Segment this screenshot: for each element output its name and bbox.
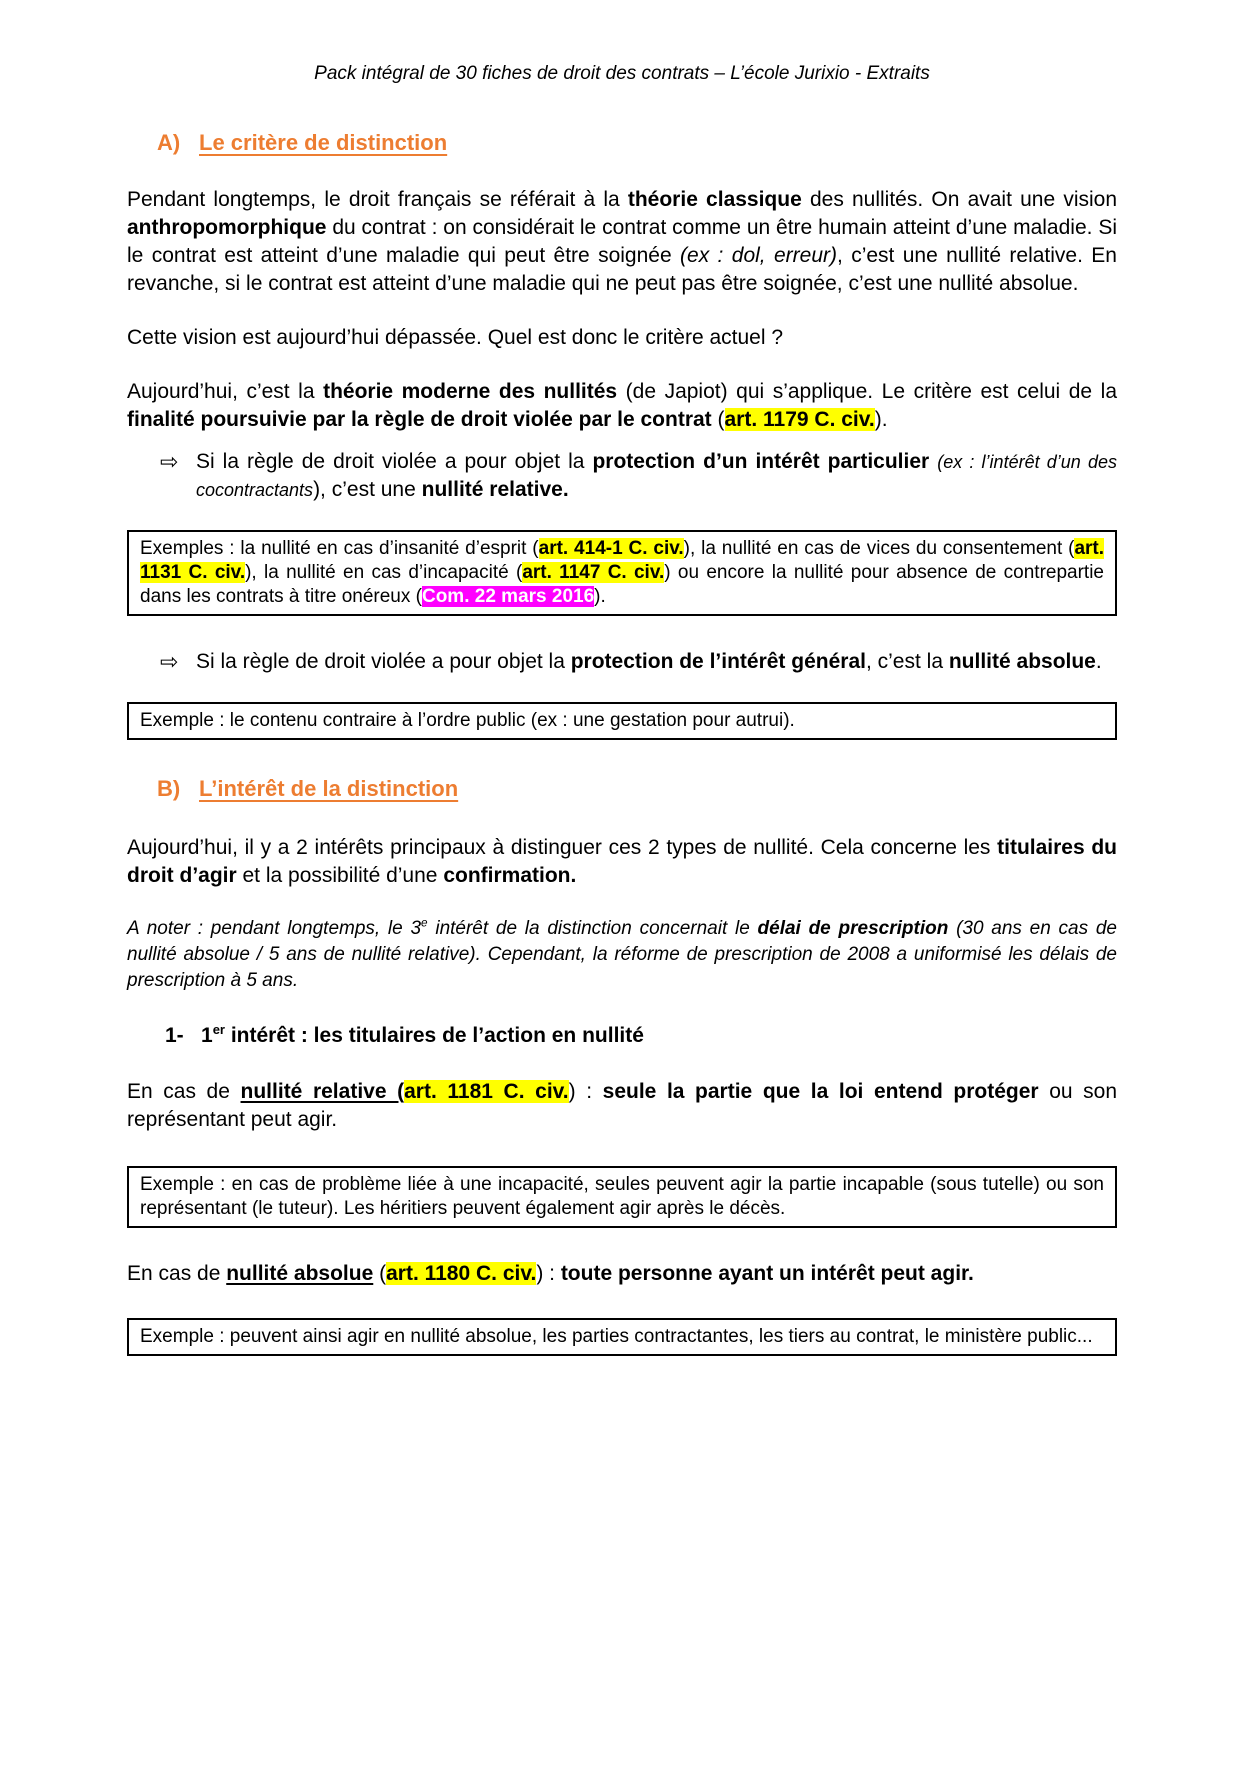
- text-run: Aujourd’hui, c’est la: [127, 380, 324, 403]
- paragraph-nullite-absolue: [127, 1260, 1117, 1288]
- highlighted-jurisprudence-com-2016: Com. 22 mars 2016: [421, 586, 595, 607]
- text-run-bold-underline: nullité absolue: [226, 1262, 374, 1285]
- text-run-bold-underline: nullité relative (: [240, 1080, 405, 1103]
- arrow-right-icon: ⇨: [160, 649, 179, 674]
- section-a-heading: [157, 130, 1117, 156]
- text-run-bold: toute personne ayant un intérêt peut agir.: [560, 1262, 974, 1285]
- example-box-incapacite: [127, 1166, 1117, 1228]
- text-run: ) ou encore la nullité pour absence de contrepartie dans les contrats à titre onéreux (: [140, 562, 1104, 607]
- text-run-italic: (ex : l’intérêt d’un des cocontractants: [196, 452, 1117, 500]
- text-run: intérêt : les titulaires de l’action en nullité: [225, 1024, 644, 1047]
- subheading-premier-interet: [127, 1022, 1117, 1050]
- text-run: ), la nullité en cas de vices du consentement (: [683, 538, 1075, 559]
- text-run-bold: délai de prescription: [757, 918, 949, 939]
- section-b-heading: [157, 776, 1117, 802]
- section-a-label: A): [157, 130, 181, 155]
- text-run: Exemple : le contenu contraire à l’ordre public (ex : une gestation pour autrui).: [140, 710, 795, 731]
- text-run: Exemples : la nullité en cas d’insanité d’esprit (: [140, 538, 539, 559]
- text-run-bold: nullité relative.: [421, 478, 569, 501]
- text-run-bold: seule la partie que la loi entend protéger: [602, 1080, 1039, 1103]
- subheading-text: [201, 1022, 644, 1050]
- section-b-title: L’intérêt de la distinction: [199, 776, 459, 801]
- text-run: Exemple : peuvent ainsi agir en nullité absolue, les parties contractantes, les tiers au contrat, le ministère public...: [140, 1326, 1093, 1347]
- note-prescription: [127, 916, 1117, 994]
- text-run: Aujourd’hui, il y a 2 intérêts principaux à distinguer ces 2 types de nullité. Cela concerne les: [127, 836, 998, 859]
- text-run: (: [711, 408, 725, 431]
- arrow-right-icon: ⇨: [160, 449, 179, 474]
- text-run: ).: [594, 586, 606, 607]
- text-run: ou son représentant peut agir.: [127, 1080, 1118, 1131]
- section-a-title: Le critère de distinction: [199, 130, 448, 155]
- text-run: [929, 450, 937, 473]
- text-run-bold: théorie moderne des nullités: [323, 380, 618, 403]
- paragraph-nullite-relative: [127, 1078, 1117, 1134]
- text-run: (30 ans en cas de nullité absolue / 5 ans de nullité relative). Cependant, la réforme de prescription de 2008 a uniformisé les délais de prescription à 5 ans.: [127, 918, 1118, 991]
- text-run: En cas de: [127, 1080, 241, 1103]
- example-box-nullite-relative: [127, 530, 1117, 616]
- section-b-label: B): [157, 776, 181, 801]
- highlighted-article-1180: art. 1180 C. civ.: [386, 1262, 537, 1285]
- text-run: Cette vision est aujourd’hui dépassée. Quel est donc le critère actuel ?: [127, 326, 784, 349]
- text-run: intérêt de la distinction concernait le: [427, 918, 758, 939]
- highlighted-article-414-1: art. 414-1 C. civ.: [538, 538, 684, 559]
- text-run-bold: anthropomorphique: [127, 216, 327, 239]
- text-run: ), c’est une: [313, 478, 422, 501]
- text-run: ).: [874, 408, 888, 431]
- example-box-nullite-absolue: [127, 1318, 1117, 1356]
- text-run: ) :: [568, 1080, 603, 1103]
- text-run-bold: théorie classique: [627, 188, 802, 211]
- subheading-number: 1-: [165, 1024, 184, 1047]
- superscript-er: er: [212, 1022, 225, 1037]
- text-run: ), la nullité en cas d’incapacité (: [245, 562, 523, 583]
- text-run-bold: protection de l’intérêt général: [570, 650, 866, 673]
- text-run: Exemple : en cas de problème liée à une incapacité, seules peuvent agir la partie incapable (sous tutelle) ou son représentant (le tuteur). Les héritiers peuvent également agir après le décès.: [140, 1174, 1104, 1219]
- document-header: Pack intégral de 30 fiches de droit des contrats – L’école Jurixio - Extraits: [314, 63, 930, 84]
- text-run: Si la règle de droit violée a pour objet la: [196, 650, 571, 673]
- text-run-bold: confirmation.: [443, 864, 577, 887]
- text-run-bold: finalité poursuivie par la règle de droit violée par le contrat: [127, 408, 712, 431]
- text-run: et la possibilité d’une: [236, 864, 444, 887]
- text-run-bold: protection d’un intérêt particulier: [592, 450, 930, 473]
- bullet-text: [196, 448, 1117, 504]
- text-run: A noter : pendant longtemps, le 3: [127, 918, 422, 939]
- highlighted-article-1181: art. 1181 C. civ.: [404, 1080, 569, 1103]
- text-run: Pendant longtemps, le droit français se référait à la: [127, 188, 628, 211]
- text-run: Si la règle de droit violée a pour objet la: [196, 450, 593, 473]
- text-run: , c’est une nullité relative. En revanche, si le contrat est atteint d’une maladie qui ne peut pas être soignée, c’est une nullité absolue.: [127, 244, 1117, 295]
- paragraph-vision-depassee: [127, 324, 1117, 352]
- example-box-ordre-public: [127, 702, 1117, 740]
- text-run: En cas de: [127, 1262, 227, 1285]
- text-run: (: [373, 1262, 387, 1285]
- highlighted-article-1131: art. 1131 C. civ.: [140, 538, 1105, 583]
- highlighted-article-1147: art. 1147 C. civ.: [522, 562, 665, 583]
- text-run-bold: titulaires du droit d’agir: [127, 836, 1117, 887]
- paragraph-theorie-moderne: [127, 378, 1117, 434]
- text-run: 1: [201, 1024, 213, 1047]
- paragraph-deux-interets: [127, 834, 1117, 890]
- highlighted-article-1179: art. 1179 C. civ.: [724, 408, 875, 431]
- text-run: du contrat : on considérait le contrat comme un être humain atteint d’une maladie. Si le contrat est atteint d’une maladie qui peut être soignée: [127, 216, 1117, 267]
- paragraph-theorie-classique: [127, 186, 1117, 298]
- text-run: des nullités. On avait une vision: [801, 188, 1118, 211]
- text-run-bold: nullité absolue: [948, 650, 1096, 673]
- text-run: ) :: [536, 1262, 561, 1285]
- bullet-interet-particulier: [127, 448, 1117, 504]
- superscript-e: e: [421, 916, 428, 930]
- bullet-interet-general: [127, 648, 1117, 676]
- text-run: , c’est la: [865, 650, 949, 673]
- bullet-text: [196, 648, 1102, 676]
- text-run-italic: (ex : dol, erreur): [680, 244, 837, 267]
- text-run: (de Japiot) qui s’applique. Le critère est celui de la: [617, 380, 1118, 403]
- text-run: .: [1095, 650, 1102, 673]
